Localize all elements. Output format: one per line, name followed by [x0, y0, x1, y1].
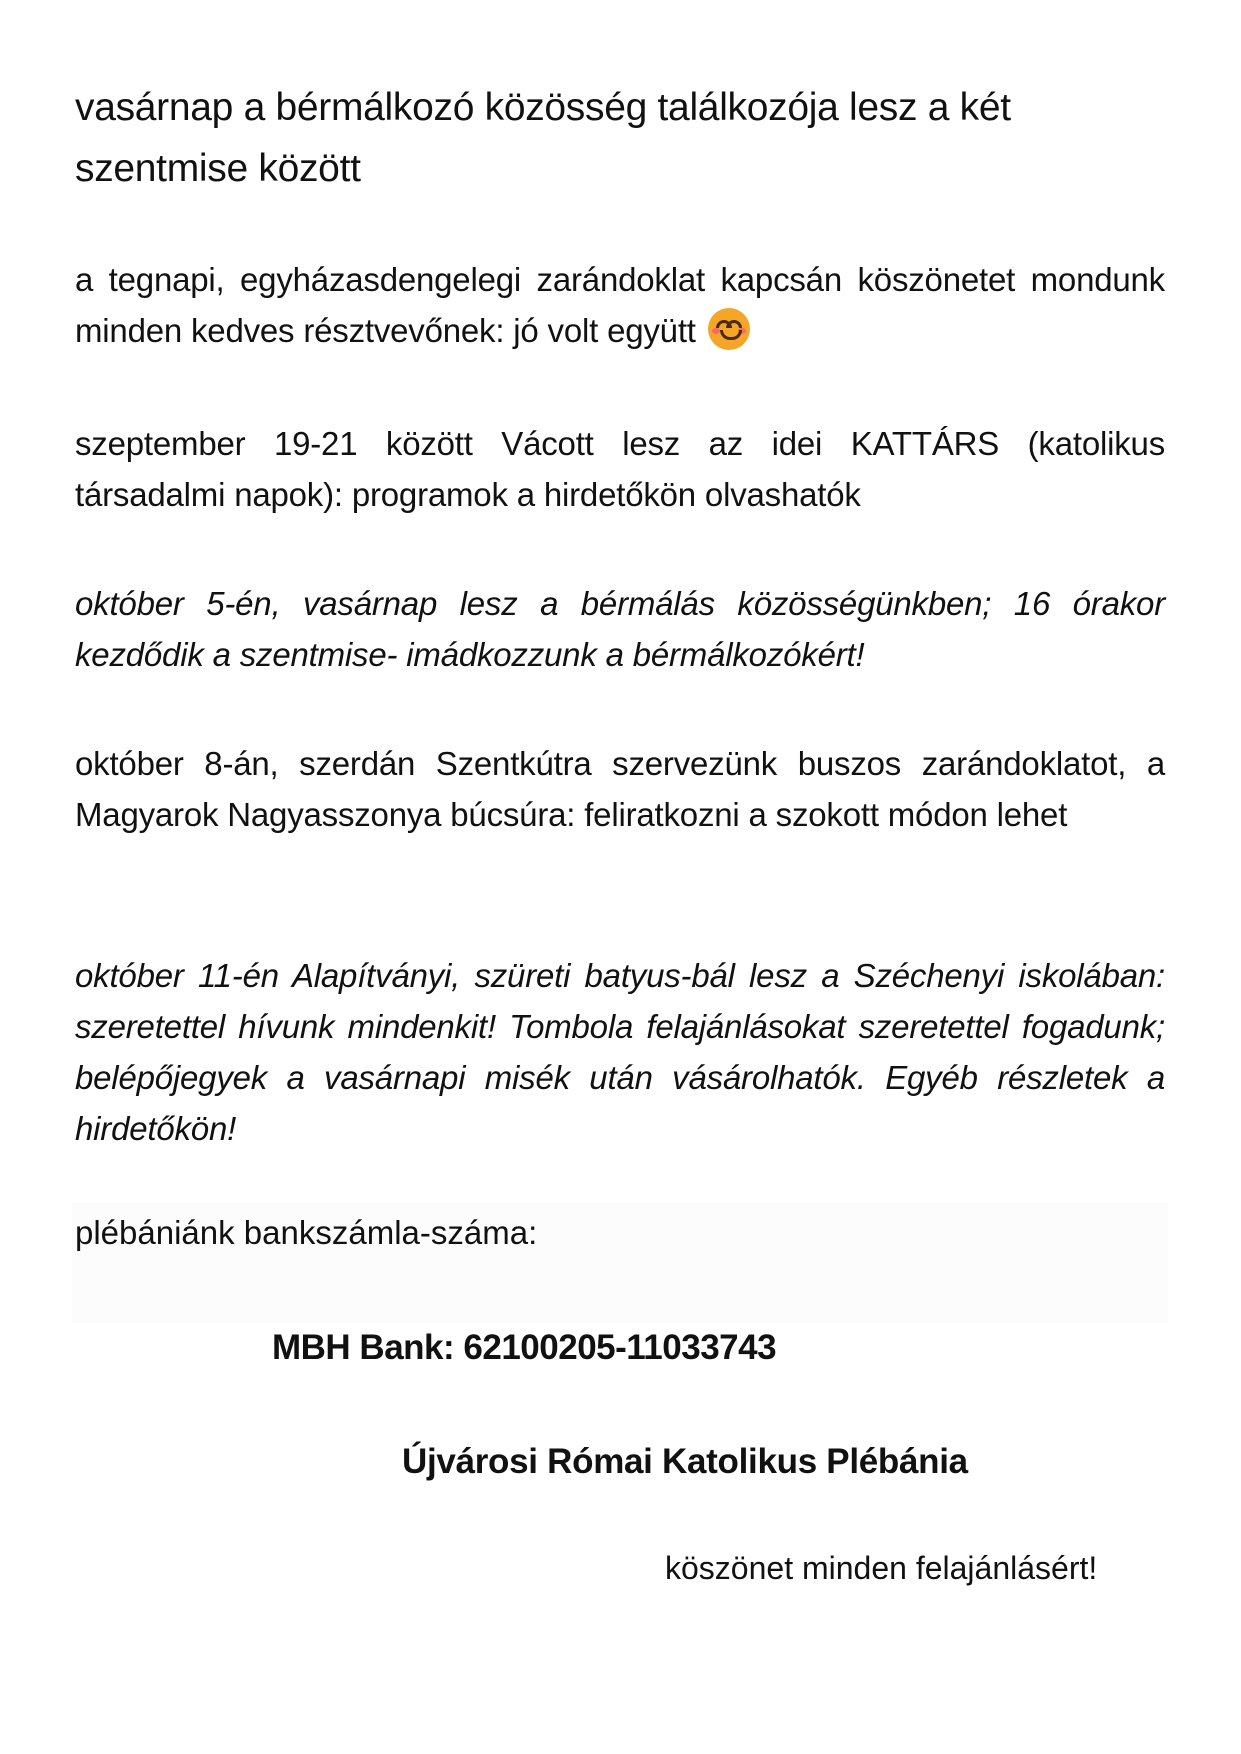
announcement-szentkut-pilgrimage [75, 738, 1165, 840]
announcement-pilgrimage-thanks [75, 254, 1165, 356]
announcement-kattars [75, 418, 1165, 520]
announcement-community-meeting [75, 77, 1165, 199]
announcement-confirmation [75, 578, 1165, 680]
announcement-text: a tegnapi, egyházasdengelegi zarándoklat kapcsán köszönetet mondunk minden kedves résztvevőnek: jó volt együtt [75, 261, 1165, 349]
announcement-text: október 11-én Alapítványi, szüreti batyus-bál lesz a Széchenyi iskolában: szeretettel hívunk mindenkit! Tombola felajánlásokat szeretettel fogadunk; belépőjegyek a vasárnapi misék után vásárolhatók. Egyéb részletek a hirdetőkön! [75, 957, 1165, 1147]
announcement-text: október 5-én, vasárnap lesz a bérmálás közösségünkben; 16 órakor kezdődik a szentmise- imádkozzunk a bérmálkozókért! [75, 585, 1165, 673]
announcement-text: szeptember 19-21 között Vácott lesz az idei KATTÁRS (katolikus társadalmi napok): programok a hirdetőkön olvashatók [75, 425, 1165, 513]
closing-thanks: köszönet minden felajánlásért! [665, 1550, 1098, 1586]
bank-account-label: plébániánk bankszámla-száma: [75, 1214, 538, 1251]
parish-name: Újvárosi Római Katolikus Plébánia [402, 1442, 968, 1481]
bank-account-number: MBH Bank: 62100205-11033743 [272, 1328, 777, 1367]
announcement-text: október 8-án, szerdán Szentkútra szervezünk buszos zarándoklatot, a Magyarok Nagyasszonya búcsúra: feliratkozni a szokott módon lehet [75, 745, 1165, 833]
smiling-face-icon [708, 308, 750, 350]
announcement-harvest-ball [75, 950, 1165, 1154]
announcement-text: vasárnap a bérmálkozó közösség találkozója lesz a két szentmise között [75, 86, 1011, 190]
